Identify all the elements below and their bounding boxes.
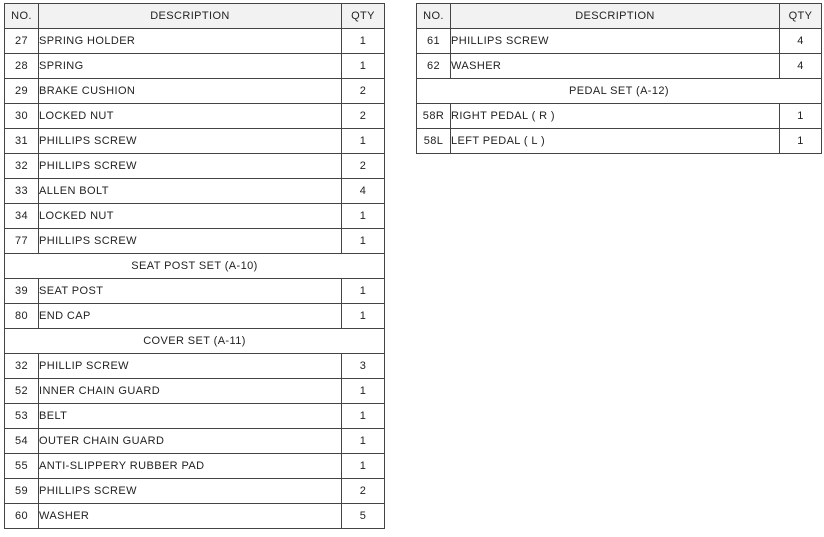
part-qty: 1 <box>342 204 385 229</box>
parts-table-left <box>4 3 385 529</box>
part-number: 62 <box>417 54 451 79</box>
part-description: PHILLIPS SCREW <box>39 229 342 254</box>
part-number: 58L <box>417 129 451 154</box>
table-row <box>5 279 385 304</box>
part-description: OUTER CHAIN GUARD <box>39 429 342 454</box>
part-number: 39 <box>5 279 39 304</box>
table-row <box>417 54 822 79</box>
part-qty: 1 <box>342 279 385 304</box>
part-qty: 1 <box>342 404 385 429</box>
part-description: PHILLIPS SCREW <box>39 479 342 504</box>
part-qty: 1 <box>342 229 385 254</box>
table-row <box>5 304 385 329</box>
part-qty: 2 <box>342 479 385 504</box>
part-description: INNER CHAIN GUARD <box>39 379 342 404</box>
part-description: SPRING HOLDER <box>39 29 342 54</box>
part-description: BELT <box>39 404 342 429</box>
part-number: 29 <box>5 79 39 104</box>
part-description: SPRING <box>39 54 342 79</box>
part-number: 80 <box>5 304 39 329</box>
part-number: 60 <box>5 504 39 529</box>
part-description: END CAP <box>39 304 342 329</box>
part-qty: 5 <box>342 504 385 529</box>
table-row <box>5 204 385 229</box>
table-row <box>5 354 385 379</box>
part-qty: 2 <box>342 154 385 179</box>
part-qty: 4 <box>780 54 822 79</box>
table-row <box>5 404 385 429</box>
part-qty: 1 <box>342 429 385 454</box>
part-description: PHILLIPS SCREW <box>39 154 342 179</box>
table-row <box>5 79 385 104</box>
header-no: NO. <box>417 4 451 29</box>
part-qty: 1 <box>342 379 385 404</box>
part-qty: 1 <box>342 304 385 329</box>
part-number: 31 <box>5 129 39 154</box>
parts-table-right <box>416 3 822 154</box>
part-description: PHILLIPS SCREW <box>39 129 342 154</box>
part-qty: 1 <box>342 454 385 479</box>
part-number: 58R <box>417 104 451 129</box>
table-row <box>5 154 385 179</box>
table-row <box>5 104 385 129</box>
header-description: DESCRIPTION <box>39 4 342 29</box>
section-title: SEAT POST SET (A-10) <box>5 254 385 279</box>
table-row <box>5 54 385 79</box>
table-row <box>5 479 385 504</box>
part-description: LOCKED NUT <box>39 204 342 229</box>
section-row <box>5 329 385 354</box>
table-row <box>5 129 385 154</box>
part-number: 27 <box>5 29 39 54</box>
header-description: DESCRIPTION <box>451 4 780 29</box>
part-qty: 4 <box>780 29 822 54</box>
part-description: RIGHT PEDAL ( R ) <box>451 104 780 129</box>
part-number: 55 <box>5 454 39 479</box>
part-description: SEAT POST <box>39 279 342 304</box>
header-row <box>5 4 385 29</box>
part-number: 34 <box>5 204 39 229</box>
part-qty: 1 <box>342 29 385 54</box>
part-number: 54 <box>5 429 39 454</box>
header-qty: QTY <box>342 4 385 29</box>
header-row <box>417 4 822 29</box>
section-title: PEDAL SET (A-12) <box>417 79 822 104</box>
part-number: 77 <box>5 229 39 254</box>
part-description: LEFT PEDAL ( L ) <box>451 129 780 154</box>
part-description: PHILLIPS SCREW <box>451 29 780 54</box>
part-qty: 1 <box>780 104 822 129</box>
table-row <box>5 29 385 54</box>
part-qty: 2 <box>342 104 385 129</box>
section-row <box>5 254 385 279</box>
table-row <box>417 29 822 54</box>
part-description: WASHER <box>39 504 342 529</box>
part-number: 59 <box>5 479 39 504</box>
parts-table-right-body <box>417 29 822 154</box>
part-description: LOCKED NUT <box>39 104 342 129</box>
table-row <box>5 229 385 254</box>
part-number: 28 <box>5 54 39 79</box>
table-row <box>5 454 385 479</box>
table-row <box>5 429 385 454</box>
header-qty: QTY <box>780 4 822 29</box>
part-description: BRAKE CUSHION <box>39 79 342 104</box>
part-number: 53 <box>5 404 39 429</box>
part-number: 32 <box>5 354 39 379</box>
table-row <box>417 104 822 129</box>
section-title: COVER SET (A-11) <box>5 329 385 354</box>
table-row <box>5 504 385 529</box>
part-qty: 3 <box>342 354 385 379</box>
part-number: 30 <box>5 104 39 129</box>
part-description: ALLEN BOLT <box>39 179 342 204</box>
part-qty: 1 <box>342 54 385 79</box>
parts-table-left-body <box>5 29 385 529</box>
part-qty: 1 <box>780 129 822 154</box>
part-number: 33 <box>5 179 39 204</box>
section-row <box>417 79 822 104</box>
part-description: ANTI-SLIPPERY RUBBER PAD <box>39 454 342 479</box>
part-qty: 4 <box>342 179 385 204</box>
part-number: 61 <box>417 29 451 54</box>
part-number: 32 <box>5 154 39 179</box>
header-no: NO. <box>5 4 39 29</box>
part-description: PHILLIP SCREW <box>39 354 342 379</box>
part-qty: 2 <box>342 79 385 104</box>
part-description: WASHER <box>451 54 780 79</box>
part-number: 52 <box>5 379 39 404</box>
part-qty: 1 <box>342 129 385 154</box>
table-row <box>417 129 822 154</box>
table-row <box>5 179 385 204</box>
table-row <box>5 379 385 404</box>
